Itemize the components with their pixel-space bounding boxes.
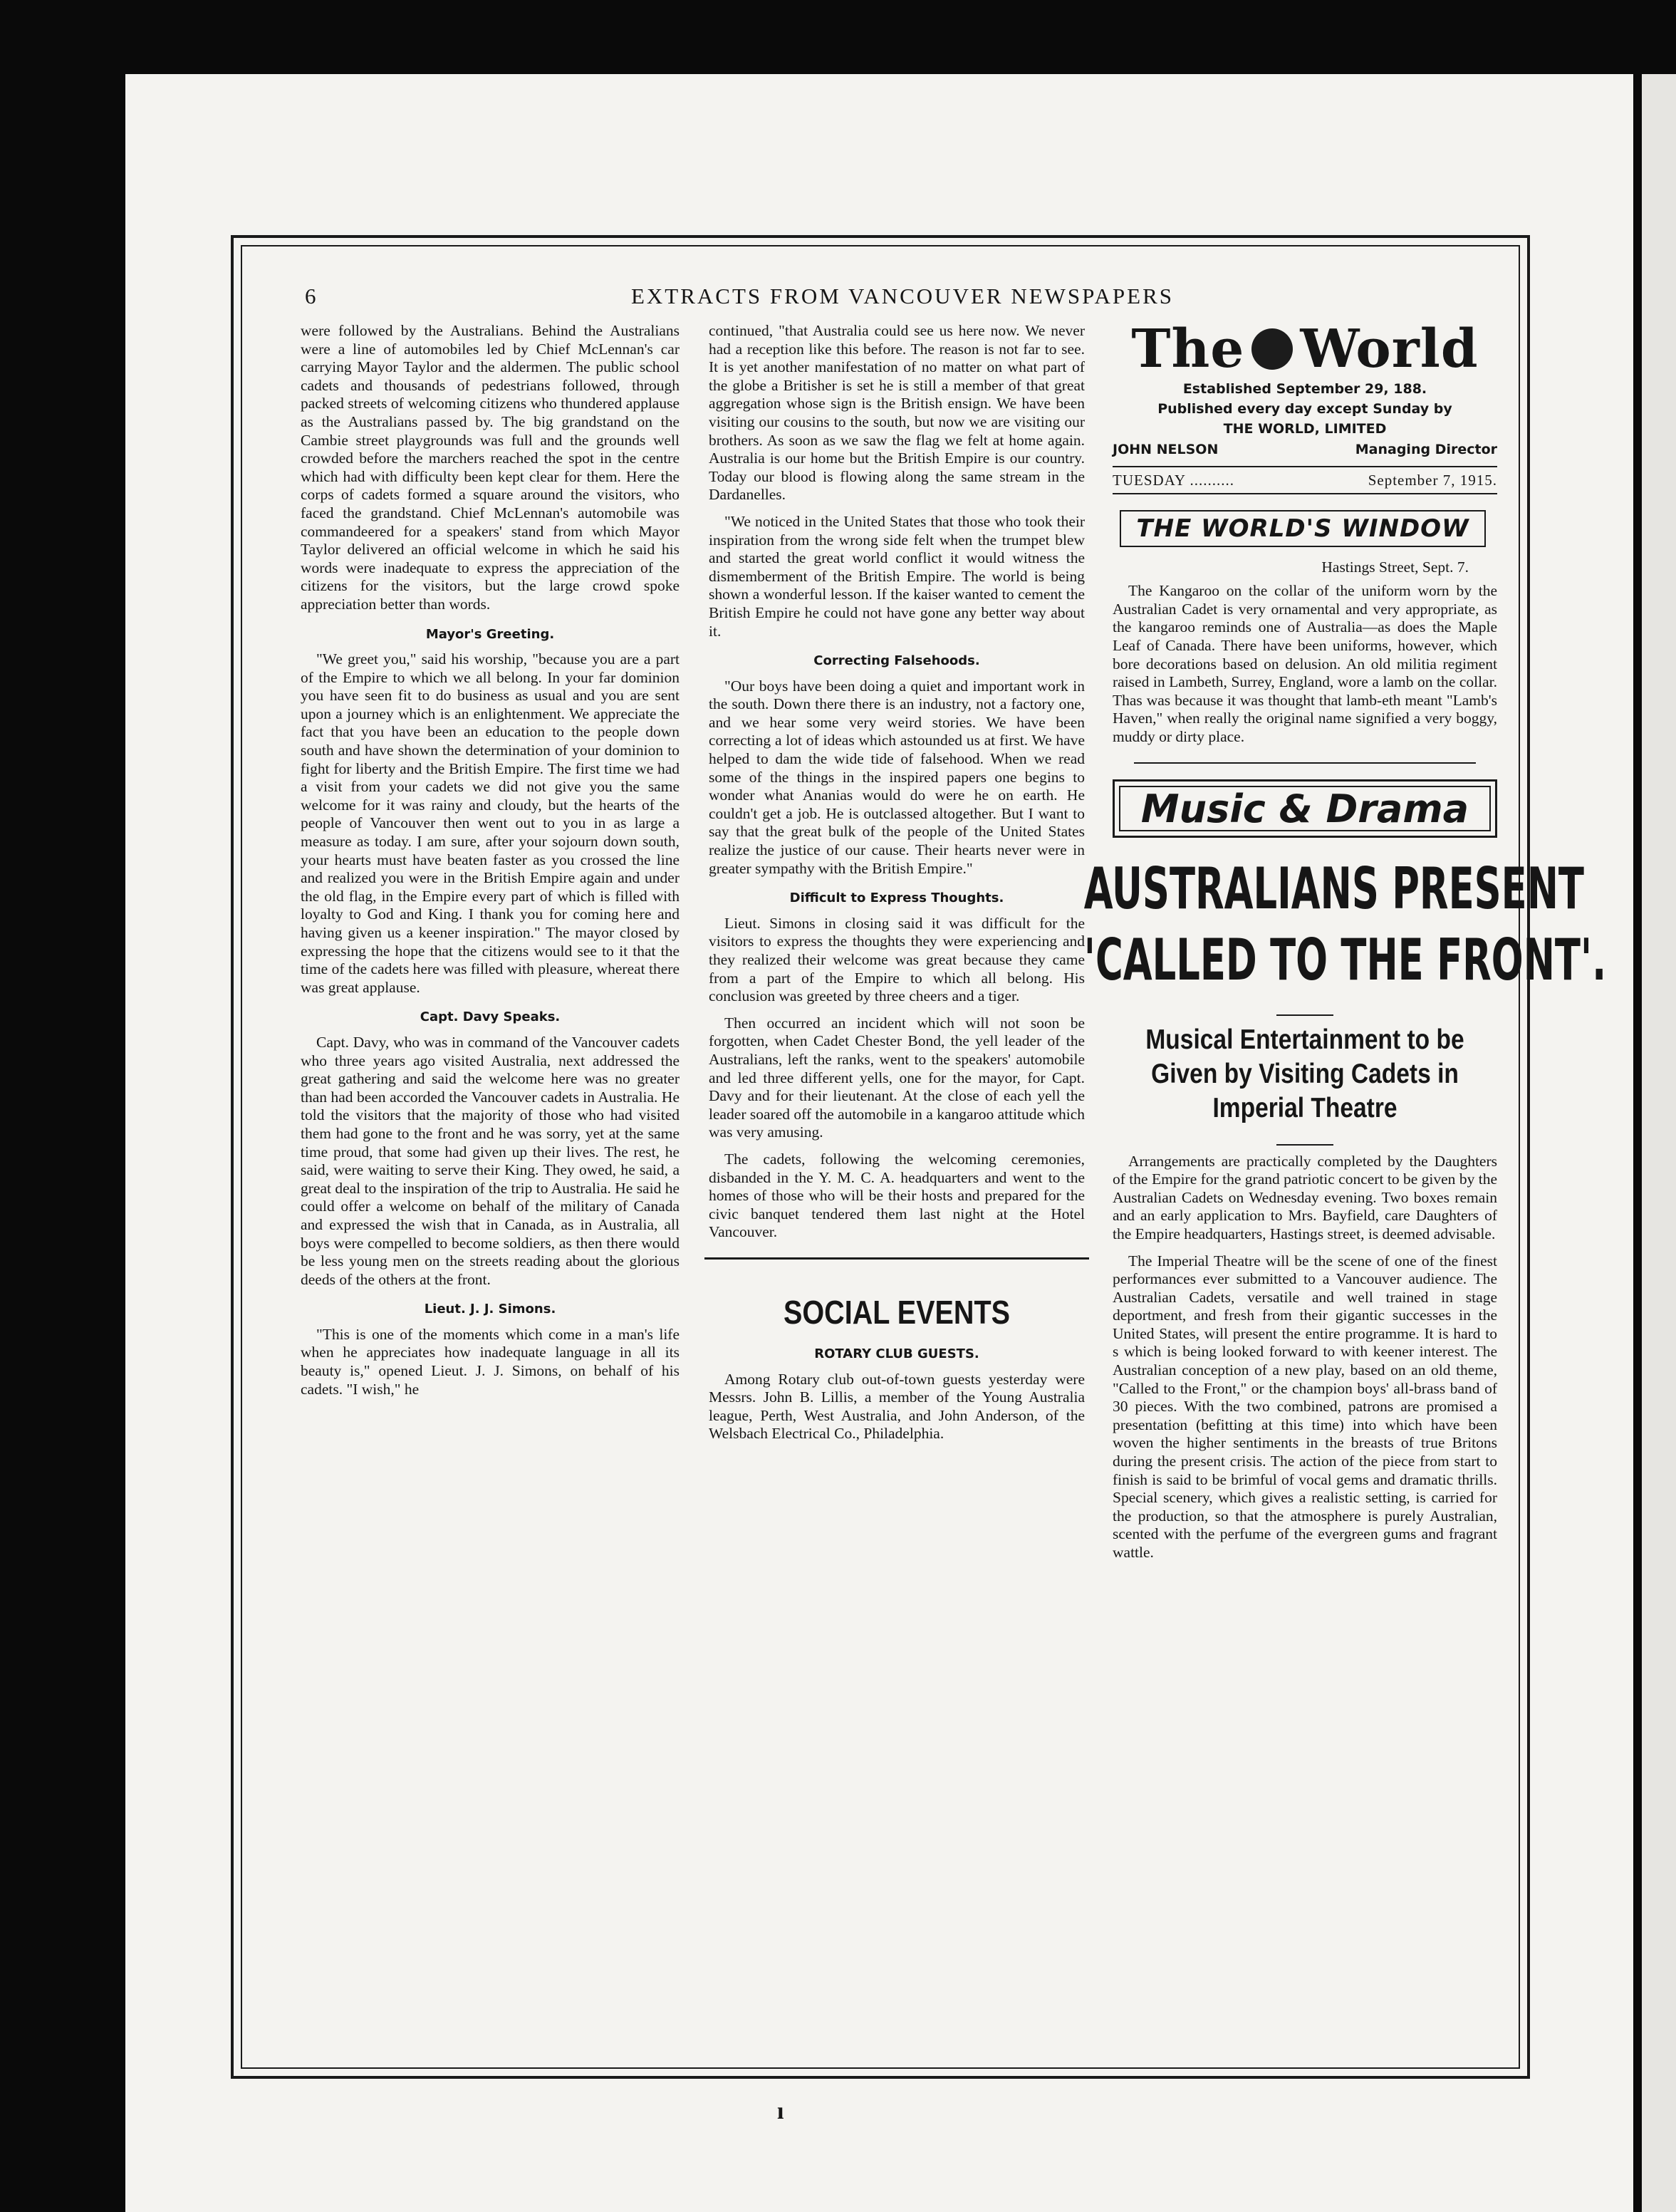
page-header	[301, 284, 1504, 312]
headline-line-1: AUSTRALIANS PRESENT	[1083, 855, 1584, 922]
director-line	[1113, 439, 1497, 460]
column-1	[301, 322, 680, 1407]
window-dateline: Hastings Street, Sept. 7.	[1321, 558, 1469, 576]
margin-mark: ı	[777, 2098, 784, 2124]
masthead-title-left: The	[1131, 318, 1245, 380]
article-paragraph: "Our boys have been doing a quiet and important work in the south. Down there there is an industry, not a factory one, and we hear some very weird stories. We have been correcting a lot of ideas which astounded us at first. We have helped to dam the wide tide of falsehood. When we read some of the things in the inspired papers one begins to wonder what Ananias would do were he on earth. He couldn't get a job. He is outclassed altogether. But I want to say that the great bulk of the people of the United States realize the justice of our cause. Their hearts never were in greater sympathy with the British Empire."	[709, 677, 1085, 877]
worlds-window-title: THE WORLD'S WINDOW	[1120, 510, 1486, 547]
article-paragraph: The Imperial Theatre will be the scene of one of the finest performances ever submitted to a Vancouver audience. The Australian Cadets, versatile and well trained in stage deportment, and fresh from their gigantic successes in the United States, will present the entire programme. It is hard to s which is being looked forward to with keener interest. The Australian conception of a new play, based on an old theme, "Called to the Front," or the champion boys' all-brass band of 30 pieces. With the two combined, patrons are promised a presentation (befitting at this time) into which have been woven the higher sentiments in the breasts of true Britons during the present crisis. The action of the piece from start to finish is said to be brimful of vocal gems and dramatic thrills. Special scenery, which gives a realistic setting, is carried for the production, so that the atmosphere is purely Australian, scented with the perfume of the evergreen gums and fragrant wattle.	[1113, 1252, 1497, 1561]
globe-icon	[1251, 328, 1293, 370]
director-title: Managing Director	[1355, 442, 1497, 457]
article-paragraph: Arrangements are practically completed by the Daughters of the Empire for the grand patriotic concert to be given by the Australian Cadets on Wednesday evening. Two boxes remain and an early application to Mrs. Bayfield, care Daughters of the Empire headquarters, Hastings street, is deemed advisable.	[1113, 1152, 1497, 1242]
article-paragraph: The Kangaroo on the collar of the uniform worn by the Australian Cadet is very ornamental and very appropriate, as the kangaroo reminds one of Australia—as does the Maple Leaf of Canada. There have been uniforms, however, which bore decorations based on delusion. An old militia regiment raised in Lambeth, Surrey, England, wore a lamb on the collar. Thas was because it was thought that lamb-eth meant "Lamb's Haven," when really the original name signified a very boggy, muddy or dirty place.	[1113, 582, 1497, 745]
dateline	[1113, 466, 1497, 494]
masthead-title-right: World	[1300, 318, 1479, 380]
director-name: JOHN NELSON	[1113, 442, 1219, 457]
column-3	[1083, 318, 1607, 1571]
established-line: Established September 29, 188.	[1182, 381, 1427, 397]
adjacent-page-edge	[1642, 74, 1676, 2212]
subheading-correcting-falsehoods: Correcting Falsehoods.	[813, 653, 980, 669]
date-day: TUESDAY ..........	[1113, 472, 1235, 489]
article-paragraph: "This is one of the moments which come in a man's life when he appreciates how inadequate language in all its beauty is," opened Lieut. J. J. Simons, on behalf of his cadets. "I wish," he	[301, 1325, 680, 1398]
article-paragraph: Capt. Davy, who was in command of the Vancouver cadets who three years ago visited Australia, next addressed the great gathering and said the welcome here was no greater than had been accorded the Vancouver cadets in Australia. He told the visitors that the majority of those who had visited them had gone to the front and he was sorry, yet at the same time proud, that some had given up their lives. The rest, he said, were waiting to serve their King. They owed, he said, a great deal to the inspiration of the trip to Australia. He said he could offer a welcome on behalf of the military of Canada and expressed the wish that in Canada, as in Australia, all boys were compelled to become soldiers, as then there would be less young men on the streets reading about the glorious deeds of the others at the front.	[301, 1033, 680, 1288]
subheading-lieut-simons: Lieut. J. J. Simons.	[424, 1302, 556, 1317]
article-paragraph: The cadets, following the welcoming ceremonies, disbanded in the Y. M. C. A. headquarters and went to the homes of those who will be their hosts and prepared for the civic banquet tendered them last night at the Hotel Vancouver.	[709, 1150, 1085, 1241]
short-divider	[1276, 1014, 1333, 1016]
column-2	[709, 322, 1085, 1452]
subheading-capt-davy: Capt. Davy Speaks.	[420, 1009, 561, 1025]
subheading-difficult-thoughts: Difficult to Express Thoughts.	[789, 890, 1004, 906]
masthead	[1113, 319, 1497, 460]
date-date: September 7, 1915.	[1368, 472, 1497, 489]
section-divider	[704, 1257, 1089, 1260]
section-divider	[1134, 762, 1476, 764]
article-paragraph: "We greet you," said his worship, "because you are a part of the Empire to which we all belong. In your far dominion you have seen fit to do business as usual and you are sent upon a journey which is an enlightenment. We appreciate the fact that you have been an education to the people down south and have shown the determination of your dominion to fight for liberty and the British Empire. The first time we had a visit from your cadets we did not give you the same welcome for it was rainy and cloudy, but the hearts of the people of Vancouver then went out to you in as large a measure as today. I am sure, after your sojourn down south, your hearts must have beaten faster as you crossed the line and realized you were in the British Empire again and under the old flag, in the Empire every part of which is filled with loyalty to God and King. I thank you for coming here and having given us a keener inspiration." The mayor closed by expressing the hope that the citizens would see to it that the time of the cadets here was filled with pleasure, whereat there was great applause.	[301, 650, 680, 996]
page-number: 6	[305, 284, 318, 308]
article-paragraph: Then occurred an incident which will not soon be forgotten, when Cadet Chester Bond, the yell leader of the Australians, left the ranks, went to the speakers' automobile and led three different yells, one for the mayor, for Capt. Davy and for their lieutenant. At the close of each yell the leader soared off the automobile in a kangaroo attitude which was very amusing.	[709, 1014, 1085, 1141]
music-drama-banner: Music & Drama	[1113, 779, 1497, 838]
short-divider	[1276, 1144, 1333, 1146]
article-paragraph: Among Rotary club out-of-town guests yesterday were Messrs. John B. Lillis, a member of the Young Australia league, Perth, West Australia, and John Anderson, of the Welsbach Electrical Co., Philadelphia.	[709, 1370, 1085, 1443]
published-line: Published every day except Sunday by	[1157, 401, 1452, 417]
social-events-heading: SOCIAL EVENTS	[783, 1293, 1011, 1331]
subheading-rotary-club: ROTARY CLUB GUESTS.	[814, 1346, 979, 1361]
headline-line-2: 'CALLED TO THE FRONT'.	[1083, 926, 1607, 993]
masthead-title	[1113, 319, 1497, 379]
publisher-line: THE WORLD, LIMITED	[1223, 421, 1387, 437]
headline-deck: Musical Entertainment to be Given by Visiting Cadets in Imperial Theatre	[1145, 1024, 1464, 1123]
running-head: EXTRACTS FROM VANCOUVER NEWSPAPERS	[630, 284, 1175, 308]
subheading-mayors-greeting: Mayor's Greeting.	[425, 626, 555, 642]
article-paragraph: were followed by the Australians. Behind the Australians were a line of automobiles led by Chief McLennan's car carrying Mayor Taylor and the aldermen. The public school cadets and thousands of pedestrians followed, through packed streets of welcoming citizens who thundered applause as the Australians passed by. The big grandstand on the Cambie street playgrounds was full and the grounds well crowded before the marchers reached the spot in the centre which had with difficulty been kept clear for them. Here the corps of cadets formed a square around the visitors, who faced the grandstand. Chief McLennan's automobile was commandeered for a speakers' stand from which Mayor Taylor delivered an official welcome in which he said his words were inadequate to express the appreciation of the citizens for the visitors, but the large crowd spoke appreciation better than words.	[301, 322, 680, 613]
article-paragraph: continued, "that Australia could see us here now. We never had a reception like this before. The reason is not far to see. It is yet another manifestation of no matter on what part of the globe a Britisher is set he is still a member of that great aggregation whose sign is the British ensign. We have been visiting our cousins to the south, but now we are visiting our brothers. As soon as we saw the flag we felt at home again. Australia is our home but the British Empire is our country. Today our blood is flowing along the same stream in the Dardanelles.	[709, 322, 1085, 504]
article-paragraph: Lieut. Simons in closing said it was difficult for the visitors to express the thoughts they were experiencing and they realized their welcome was great because they came from a part of the Empire to which all belong. His conclusion was greeted by three cheers and a tiger.	[709, 914, 1085, 1005]
article-paragraph: "We noticed in the United States that those who took their inspiration from the wrong side felt when the trumpet blew and started the great world conflict it would witness the dismemberment of the British Empire. The world is being shown a wonderful lesson. If the kaiser wanted to cement the British Empire he could not have gone any better way about it.	[709, 512, 1085, 640]
